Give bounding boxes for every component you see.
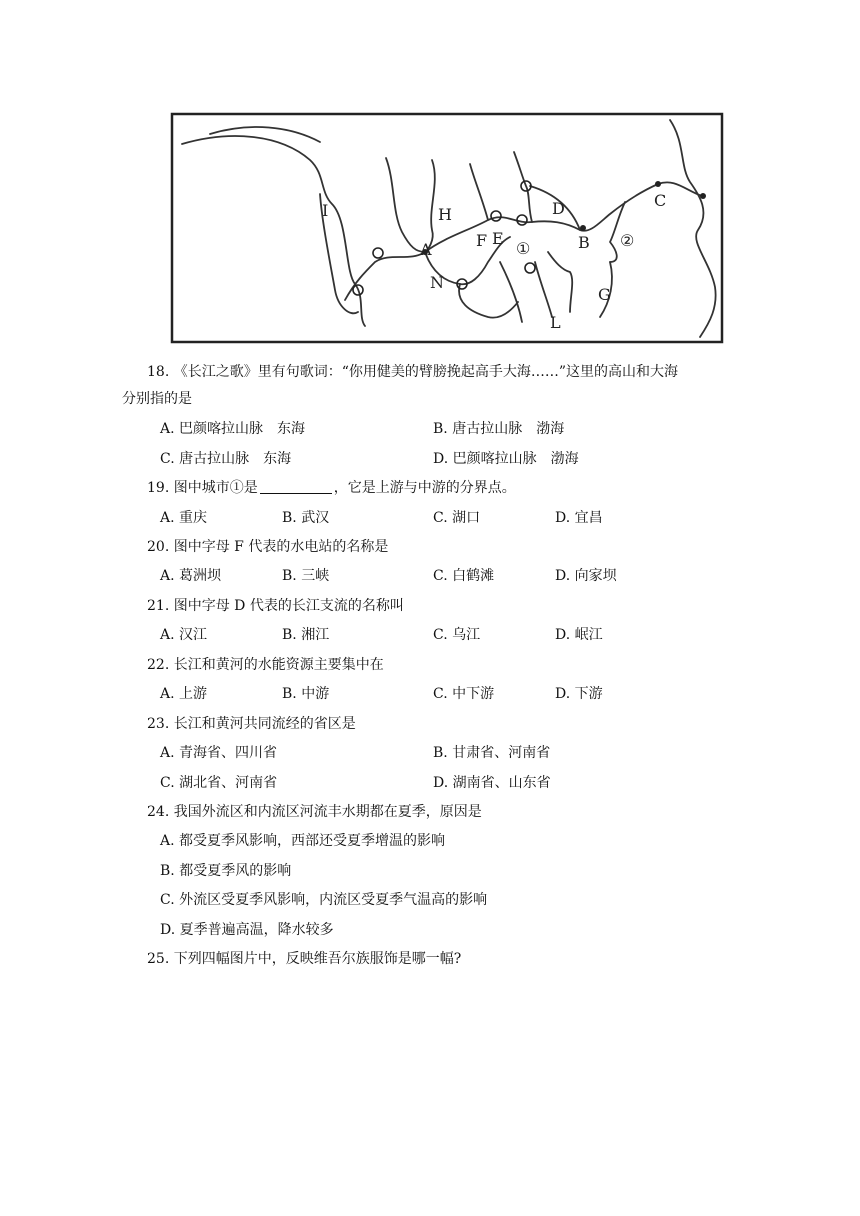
question-number: 24. [147, 804, 170, 820]
q18-option-c[interactable]: C. 唐古拉山脉 东海 [160, 451, 292, 467]
map-label-L: L [550, 313, 561, 332]
question-text: 下列四幅图片中，反映维吾尔族服饰是哪一幅? [173, 951, 462, 967]
q21-option-c[interactable]: C. 乌江 [433, 627, 481, 643]
map-label-D: D [552, 199, 565, 218]
map-label-H: H [438, 205, 452, 224]
q21-option-d[interactable]: D. 岷江 [555, 627, 603, 643]
answer-blank[interactable] [260, 479, 332, 494]
map-label-B: B [578, 233, 590, 252]
city-dot [700, 193, 706, 199]
question-18-stem [147, 362, 678, 382]
q20-option-c[interactable]: C. 白鹤滩 [433, 568, 495, 584]
river-line [548, 252, 572, 312]
map-label-A: A [420, 240, 432, 259]
q20-option-a[interactable]: A. 葛洲坝 [160, 568, 222, 584]
question-text-post: ，它是上游与中游的分界点。 [333, 480, 516, 496]
question-text: 我国外流区和内流区河流丰水期都在夏季，原因是 [173, 804, 482, 820]
q23-option-a[interactable]: A. 青海省、四川省 [160, 745, 278, 761]
question-number: 23. [147, 716, 170, 732]
map-label-C: C [654, 191, 667, 210]
river-line [535, 262, 552, 317]
map-svg [170, 112, 724, 344]
map-frame [172, 114, 722, 342]
map-label-city2: ② [620, 231, 635, 250]
q19-option-b[interactable]: B. 武汉 [282, 510, 330, 526]
question-text: 图中字母 F 代表的水电站的名称是 [173, 539, 389, 555]
q19-option-d[interactable]: D. 宜昌 [555, 510, 603, 526]
q22-option-d[interactable]: D. 下游 [555, 686, 603, 702]
q19-option-c[interactable]: C. 湖口 [433, 510, 481, 526]
map-label-I: I [322, 201, 329, 220]
station-icon [491, 211, 501, 221]
map-label-E: E [492, 229, 504, 248]
q21-option-b[interactable]: B. 湘江 [282, 627, 330, 643]
river-line [470, 164, 488, 220]
river-lines [182, 120, 716, 337]
river-line [459, 284, 518, 318]
question-24-stem [147, 802, 482, 822]
map-label-city1: ① [516, 239, 531, 258]
question-number: 22. [147, 657, 170, 673]
question-number: 20. [147, 539, 170, 555]
q19-option-a[interactable]: A. 重庆 [160, 510, 208, 526]
question-text: 长江和黄河的水能资源主要集中在 [173, 657, 384, 673]
q20-option-b[interactable]: B. 三峡 [282, 568, 330, 584]
river-line [514, 152, 532, 222]
map-label-G: G [598, 285, 611, 304]
river-line [386, 158, 425, 252]
q24-option-a[interactable]: A. 都受夏季风影响，西部还受夏季增温的影响 [160, 833, 446, 849]
question-23-stem [147, 714, 356, 734]
q22-option-c[interactable]: C. 中下游 [433, 686, 495, 702]
question-number: 25. [147, 951, 170, 967]
question-21-stem [147, 596, 404, 616]
question-text: 图中字母 D 代表的长江支流的名称叫 [173, 598, 404, 614]
q21-option-a[interactable]: A. 汉江 [160, 627, 208, 643]
river-line [425, 160, 435, 252]
q18-option-a[interactable]: A. 巴颜喀拉山脉 东海 [160, 421, 306, 437]
yangtze-river-map [170, 112, 724, 344]
q23-option-c[interactable]: C. 湖北省、河南省 [160, 775, 278, 791]
question-22-stem [147, 655, 384, 675]
q20-option-d[interactable]: D. 向家坝 [555, 568, 617, 584]
q24-option-d[interactable]: D. 夏季普遍高温，降水较多 [160, 922, 334, 938]
q22-option-a[interactable]: A. 上游 [160, 686, 208, 702]
question-text-pre: 图中城市①是 [173, 480, 258, 496]
map-label-F: F [476, 231, 488, 250]
river-line [500, 262, 522, 322]
question-number: 21. [147, 598, 170, 614]
map-label-N: N [430, 273, 444, 292]
city-dot [655, 181, 661, 187]
question-25-stem [147, 949, 461, 969]
q23-option-d[interactable]: D. 湖南省、山东省 [433, 775, 551, 791]
question-19-stem [147, 478, 516, 498]
q18-option-d[interactable]: D. 巴颜喀拉山脉 渤海 [433, 451, 579, 467]
q24-option-c[interactable]: C. 外流区受夏季风影响，内流区受夏季气温高的影响 [160, 892, 488, 908]
question-20-stem [147, 537, 388, 557]
q24-option-b[interactable]: B. 都受夏季风的影响 [160, 863, 292, 879]
question-text: 长江和黄河共同流经的省区是 [173, 716, 356, 732]
station-icon [517, 215, 527, 225]
question-18-stem-cont: 分别指的是 [122, 391, 192, 407]
coastline [670, 120, 716, 337]
question-text: 《长江之歌》里有句歌词：“你用健美的臂膀挽起高手大海……”这里的高山和大海 [173, 364, 679, 380]
city-dot [580, 225, 586, 231]
q18-option-b[interactable]: B. 唐古拉山脉 渤海 [433, 421, 565, 437]
station-icon [373, 248, 383, 258]
question-number: 19. [147, 480, 170, 496]
question-number: 18. [147, 364, 170, 380]
q23-option-b[interactable]: B. 甘肃省、河南省 [433, 745, 551, 761]
station-icon [525, 263, 535, 273]
q22-option-b[interactable]: B. 中游 [282, 686, 330, 702]
